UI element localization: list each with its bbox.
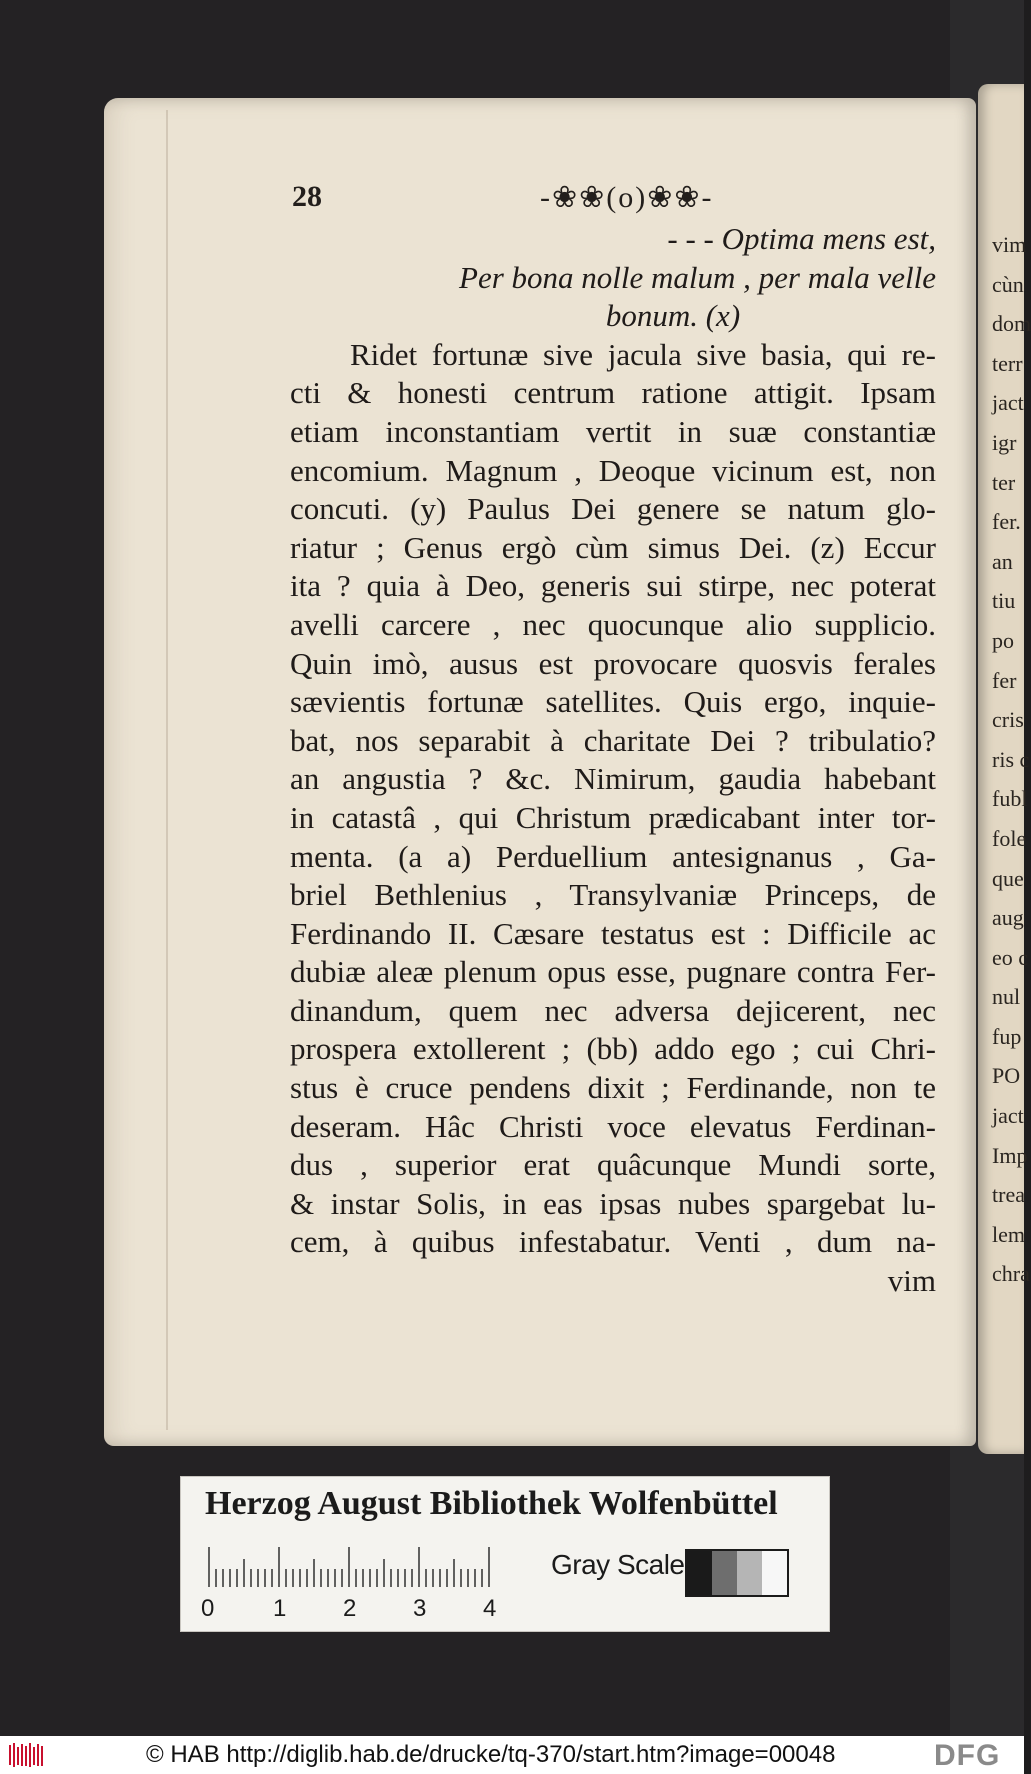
gray-swatch — [712, 1551, 737, 1595]
text-line: Ridet fortunæ sive jacula sive basia, qui re- — [350, 336, 936, 372]
text-line: dubiæ aleæ plenum opus esse, pugnare contra Fer- — [290, 954, 936, 990]
text-line: concuti. (y) Paulus Dei genere se natum glo- — [290, 491, 936, 527]
facing-page-fragment: PO — [992, 1063, 1021, 1089]
gray-scale-swatches — [685, 1549, 789, 1597]
text-line: Ferdinando II. Cæsare testatus est : Difficile ac — [290, 915, 936, 951]
text-line: in catastâ , qui Christum prædicabant inter tor- — [290, 799, 936, 835]
gray-swatch — [762, 1551, 787, 1595]
facing-page-fragment: jact — [992, 1103, 1024, 1129]
text-line: bonum. (x) — [605, 298, 741, 334]
ruler-number: 2 — [343, 1595, 357, 1622]
page-body-text — [290, 220, 936, 1301]
text-line: briel Bethlenius , Transylvaniæ Princeps, de — [290, 877, 936, 913]
facing-page-fragment: po — [992, 627, 1014, 653]
text-line: Quin imò, ausus est provocare quosvis ferales — [290, 645, 936, 681]
ruler-scale — [205, 1547, 545, 1587]
facing-page-fragment: cùn — [992, 271, 1024, 297]
text-line: dus , superior erat quâcunque Mundi sorte, — [290, 1147, 936, 1183]
facing-page-fragment: jact — [992, 390, 1024, 416]
color-target-card — [180, 1476, 830, 1632]
text-line: & instar Solis, in eas ipsas nubes spargebat lu- — [290, 1185, 936, 1221]
facing-page-text — [992, 225, 1031, 1294]
text-line: - - - Optima mens est, — [667, 221, 936, 256]
facing-page-fragment: vim — [992, 232, 1027, 257]
text-line: ita ? quia à Deo, generis sui stirpe, nec poterat — [290, 568, 936, 604]
facing-page-fragment: an — [992, 548, 1013, 574]
footer-credit: © HAB http://diglib.hab.de/drucke/tq-370/start.htm?image=00048 — [146, 1741, 836, 1768]
header-ornament: -❀❀(o)❀❀- — [540, 181, 714, 214]
hab-logo-icon — [8, 1742, 44, 1768]
text-line: riatur ; Genus ergò cùm simus Dei. (z) Eccur — [290, 529, 936, 565]
text-line: deseram. Hâc Christi voce elevatus Ferdinan- — [290, 1108, 936, 1144]
facing-page-fragment: fer — [992, 667, 1017, 693]
gray-swatch — [737, 1551, 762, 1595]
facing-page-fragment: lem — [992, 1221, 1025, 1247]
facing-page-fragment: fubl — [992, 786, 1028, 812]
text-line: stus è cruce pendens dixit ; Ferdinande, non te — [290, 1070, 936, 1106]
text-line: dinandum, quem nec adversa dejicerent, nec — [290, 992, 936, 1028]
gray-scale-label: Gray Scale — [551, 1549, 685, 1580]
ruler-number: 0 — [201, 1595, 215, 1622]
ruler-number: 1 — [273, 1595, 287, 1622]
page-number: 28 — [292, 180, 322, 213]
facing-page-fragment: dom — [992, 311, 1031, 337]
page-gutter-line — [166, 110, 168, 1430]
facing-page-fragment: nul — [992, 984, 1021, 1010]
text-line: an angustia ? &c. Nimirum, gaudia habebant — [290, 761, 936, 797]
ruler-number: 4 — [483, 1595, 497, 1622]
gray-swatch — [687, 1551, 712, 1595]
facing-page-fragment: cris — [992, 707, 1024, 733]
text-line: bat, nos separabit à charitate Dei ? tribulatio? — [290, 722, 936, 758]
text-line: prospera extollerent ; (bb) addo ego ; cui Chri- — [290, 1031, 936, 1067]
text-line: encomium. Magnum , Deoque vicinum est, non — [290, 452, 936, 488]
facing-page-fragment: tiu — [992, 588, 1016, 614]
text-line: avelli carcere , nec quocunque alio supplicio. — [290, 606, 936, 642]
facing-page-fragment: trea — [992, 1182, 1025, 1208]
facing-page-fragment: fer. — [992, 509, 1021, 535]
facing-page-fragment: terr — [992, 350, 1023, 376]
dfg-logo: DFG — [934, 1739, 1001, 1772]
facing-page-fragment: aug — [992, 905, 1024, 931]
library-name: Herzog August Bibliothek Wolfenbüttel — [205, 1485, 778, 1522]
facing-page-fragment: Imp — [992, 1142, 1028, 1168]
text-line: Per bona nolle malum , per mala velle — [459, 259, 936, 295]
facing-page-fragment: que — [992, 865, 1024, 891]
facing-page-fragment: ris c — [992, 746, 1030, 772]
facing-page-fragment: fole — [992, 825, 1027, 851]
text-line: cem, à quibus infestabatur. Venti , dum na- — [290, 1224, 936, 1260]
page-header — [292, 180, 934, 220]
text-line: menta. (a a) Perduellium antesignanus , Ga- — [290, 838, 936, 874]
facing-page-fragment: chra — [992, 1261, 1030, 1287]
text-line: cti & honesti centrum ratione attigit. Ipsam — [290, 375, 936, 411]
ruler-number: 3 — [413, 1595, 427, 1622]
facing-page-fragment: fup — [992, 1023, 1022, 1049]
facing-page-fragment: ter — [992, 469, 1016, 495]
facing-page-fragment: eo c — [992, 944, 1029, 970]
footer-bar — [0, 1736, 1024, 1774]
text-line: etiam inconstantiam vertit in suæ constantiæ — [290, 413, 936, 449]
facing-page-fragment: igr — [992, 429, 1017, 455]
text-line: sævientis fortunæ satellites. Quis ergo, inquie- — [290, 684, 936, 720]
text-line: vim — [887, 1263, 936, 1299]
